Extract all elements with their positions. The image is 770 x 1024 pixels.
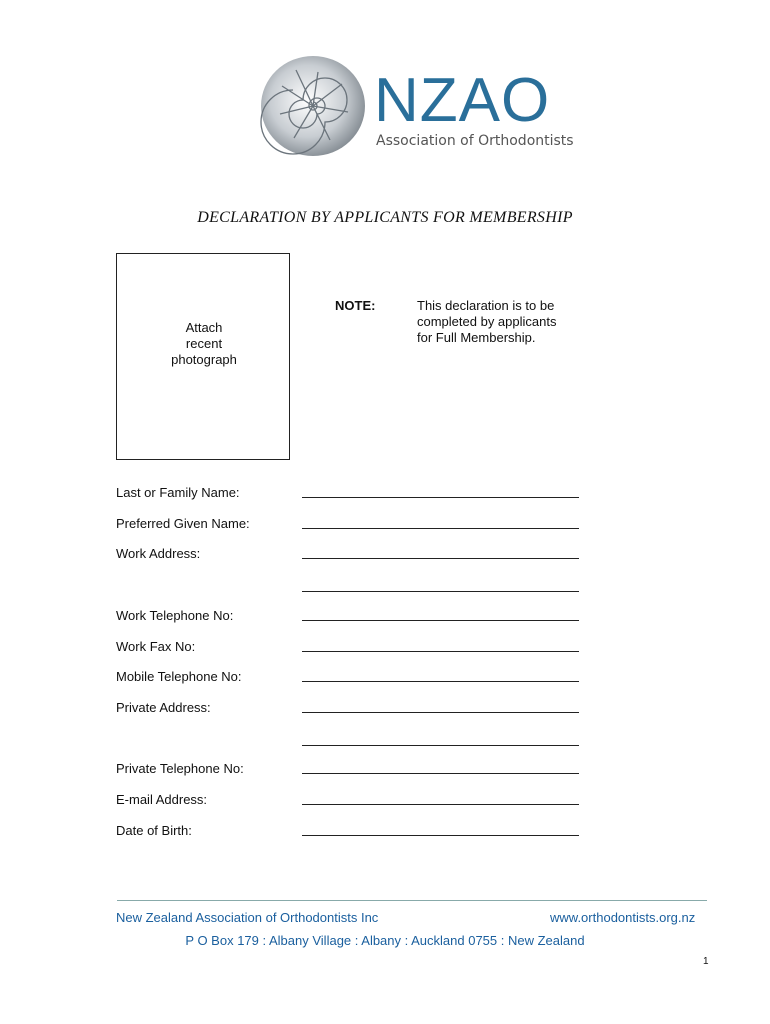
footer-address	[0, 933, 770, 948]
footer-address-text: P O Box 179 : Albany Village : Albany : Auckland 0755 : New Zealand	[185, 933, 585, 948]
photo-line: Attach	[185, 320, 223, 335]
field-label-work-address: Work Address:	[116, 546, 201, 561]
field-label-mobile-telephone: Mobile Telephone No:	[116, 669, 242, 684]
field-label-work-fax: Work Fax No:	[116, 639, 196, 654]
field-label-date-of-birth: Date of Birth:	[116, 823, 192, 838]
field-label-given-name: Preferred Given Name:	[116, 516, 250, 531]
footer-divider	[117, 900, 707, 901]
field-line-work-address-2[interactable]	[302, 591, 579, 592]
field-line-work-telephone[interactable]	[302, 620, 579, 621]
field-line-private-telephone[interactable]	[302, 773, 579, 774]
page-number: 1	[703, 956, 709, 967]
photo-line: photograph	[171, 352, 237, 367]
field-line-private-address-2[interactable]	[302, 745, 579, 746]
field-line-work-fax[interactable]	[302, 651, 579, 652]
logo-subtitle: Association of Orthodontists	[376, 133, 574, 149]
footer-org-name: New Zealand Association of Orthodontists Inc	[116, 910, 379, 925]
field-line-email[interactable]	[302, 804, 579, 805]
footer-website[interactable]: www.orthodontists.org.nz	[550, 910, 696, 925]
photo-instructions	[117, 320, 291, 368]
nautilus-shell-icon	[258, 52, 368, 160]
field-line-mobile-telephone[interactable]	[302, 681, 579, 682]
photo-line: recent	[185, 336, 223, 351]
note-line: for Full Membership.	[417, 330, 536, 345]
field-line-last-name[interactable]	[302, 497, 579, 498]
field-label-last-name: Last or Family Name:	[116, 485, 240, 500]
field-line-date-of-birth[interactable]	[302, 835, 579, 836]
page-title: DECLARATION BY APPLICANTS FOR MEMBERSHIP	[197, 209, 573, 226]
logo-name: NZAO	[374, 66, 551, 135]
field-line-work-address-1[interactable]	[302, 558, 579, 559]
logo	[258, 52, 578, 164]
field-line-private-address-1[interactable]	[302, 712, 579, 713]
field-line-given-name[interactable]	[302, 528, 579, 529]
field-label-private-telephone: Private Telephone No:	[116, 761, 244, 776]
photo-box	[116, 253, 290, 460]
note-label: NOTE:	[335, 298, 376, 313]
field-label-private-address: Private Address:	[116, 700, 211, 715]
note-text	[417, 298, 587, 346]
note-line: This declaration is to be	[417, 298, 555, 313]
note-line: completed by applicants	[417, 314, 557, 329]
field-label-email: E-mail Address:	[116, 792, 208, 807]
field-label-work-telephone: Work Telephone No:	[116, 608, 234, 623]
